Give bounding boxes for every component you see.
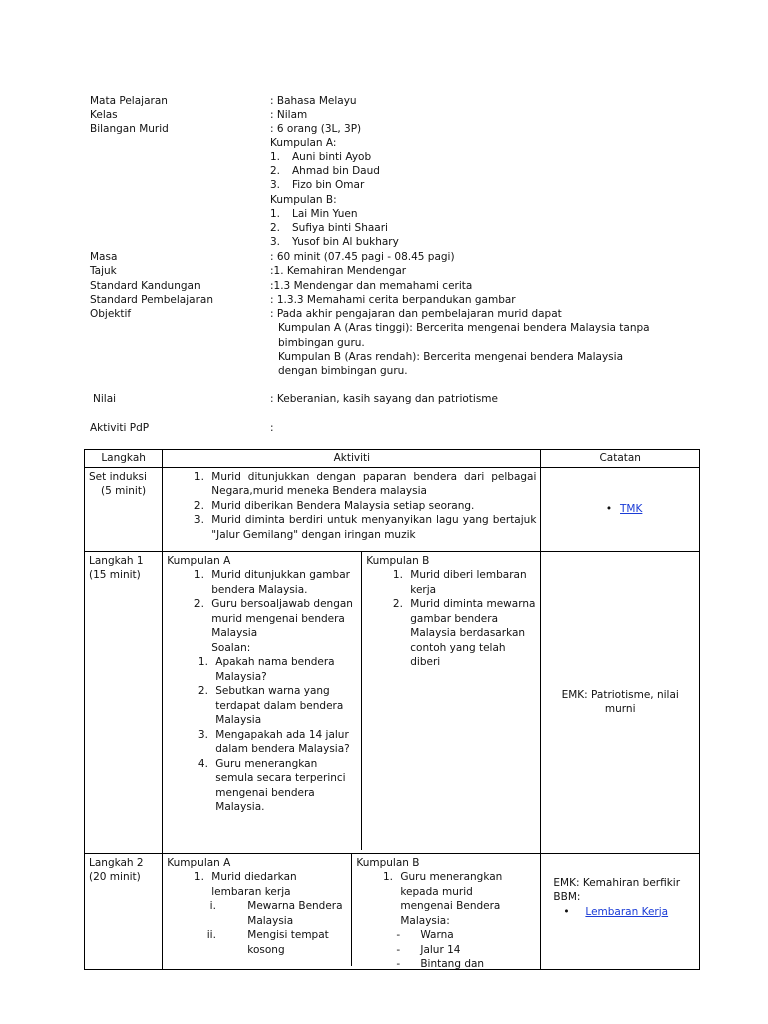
standard-kandungan-label: Standard Kandungan: [90, 280, 201, 292]
dash-item: - Warna: [396, 928, 536, 943]
langkah-cell: [85, 467, 163, 551]
mata-pelajaran-value: : Bahasa Melayu: [270, 95, 357, 107]
bullet-icon: •: [605, 502, 613, 515]
list-item: 3. Murid diminta berdiri untuk menyanyikan lagu yang bertajuk "Jalur Gemilang" dengan iringan muzik: [207, 513, 536, 542]
masa-value: : 60 minit (07.45 pagi - 08.45 pagi): [270, 251, 455, 263]
langkah-duration: (20 minit): [89, 871, 141, 883]
kumpulan-b-member: 3. Yusof bin Al bukhary: [270, 236, 399, 248]
kumpulan-b-list: [356, 870, 516, 928]
soalan-list: [187, 655, 357, 815]
roman-item: i. Mewarna Bendera Malaysia: [219, 899, 359, 928]
objektif-line: Kumpulan B (Aras rendah): Bercerita mengenai bendera Malaysia: [278, 351, 624, 363]
masa-label: Masa: [90, 251, 118, 263]
nilai-value: : Keberanian, kasih sayang dan patriotisme: [270, 393, 498, 405]
bullet-icon: •: [563, 905, 570, 918]
kumpulan-a-label: Kumpulan A:: [270, 137, 337, 149]
kumpulan-b-label: Kumpulan B:: [270, 194, 337, 206]
kelas-value: : Nilam: [270, 109, 308, 121]
catatan-bbm: BBM:: [553, 891, 581, 903]
kumpulan-b-member: 2. Sufiya binti Shaari: [270, 222, 388, 234]
mata-pelajaran-label: Mata Pelajaran: [90, 95, 168, 107]
objektif-label: Objektif: [90, 308, 132, 320]
soalan-item: 3. Mengapakah ada 14 jalur dalam bendera Malaysia?: [211, 728, 357, 757]
standard-kandungan-value: :1.3 Mendengar dan memahami cerita: [270, 280, 473, 292]
activity-list: [167, 470, 536, 543]
kumpulan-a-member: 1. Auni binti Ayob: [270, 151, 372, 163]
catatan-cell: [541, 853, 700, 969]
objektif-value: : Pada akhir pengajaran dan pembelajaran murid dapat: [270, 308, 562, 320]
tajuk-label: Tajuk: [90, 265, 117, 277]
langkah-name: Langkah 2: [89, 856, 144, 869]
catatan-emk: EMK: Kemahiran berfikir: [553, 876, 681, 889]
kumpulan-a-list: [167, 870, 343, 957]
aktiviti-cell: [163, 467, 541, 551]
langkah-name: Set induksi: [89, 470, 147, 483]
nilai-label: Nilai: [93, 393, 117, 405]
soalan-item: 1. Apakah nama bendera Malaysia?: [211, 655, 357, 684]
soalan-item: 4. Guru menerangkan semula secara terperinci mengenai bendera Malaysia.: [211, 757, 357, 815]
list-item: 1. Murid ditunjukkan gambar bendera Malaysia.: [207, 568, 357, 597]
tmk-link[interactable]: TMK: [620, 502, 643, 515]
table-header-row: [85, 450, 700, 468]
langkah-cell: [85, 551, 163, 853]
list-item: 1. Murid diberi lembaran kerja: [406, 568, 536, 597]
objektif-line: Kumpulan A (Aras tinggi): Bercerita mengenai bendera Malaysia tanpa: [278, 322, 650, 334]
dash-item: - Bintang dan: [396, 957, 536, 972]
kumpulan-a-list: [167, 568, 357, 815]
aktiviti-cell: [163, 551, 541, 853]
dash-list: [356, 928, 536, 972]
aktiviti-cell: [163, 853, 541, 969]
lembaran-kerja-link[interactable]: Lembaran Kerja: [585, 905, 669, 918]
kumpulan-b-title: Kumpulan B: [366, 554, 430, 567]
kumpulan-b-title: Kumpulan B: [356, 856, 420, 869]
bilangan-murid-value: : 6 orang (3L, 3P): [270, 123, 362, 135]
header-aktiviti: Aktiviti: [163, 450, 541, 468]
kumpulan-a-member: 2. Ahmad bin Daud: [270, 165, 380, 177]
kumpulan-a-title: Kumpulan A: [167, 554, 231, 567]
list-item: 1. Murid ditunjukkan dengan paparan bendera dari pelbagai Negara,murid meneka Bendera malaysia: [207, 470, 536, 499]
kumpulan-b-member: 1. Lai Min Yuen: [270, 208, 358, 220]
standard-pembelajaran-label: Standard Pembelajaran: [90, 294, 213, 306]
aktiviti-pdp-label: Aktiviti PdP: [90, 422, 150, 434]
soalan-item: 2. Sebutkan warna yang terdapat dalam bendera Malaysia: [211, 684, 357, 728]
catatan-cell: [541, 551, 700, 853]
standard-pembelajaran-value: : 1.3.3 Memahami cerita berpandukan gambar: [270, 294, 516, 306]
kumpulan-a-title: Kumpulan A: [167, 856, 231, 869]
kumpulan-a-column: [163, 552, 362, 850]
roman-item: ii. Mengisi tempat kosong: [219, 928, 359, 957]
list-item: 2. Murid diberikan Bendera Malaysia setiap seorang.: [207, 499, 536, 514]
objektif-line: dengan bimbingan guru.: [278, 365, 408, 377]
header-langkah: Langkah: [85, 450, 163, 468]
list-item: 2. Guru bersoaljawab dengan murid mengenai bendera Malaysia Soalan: 1. Apakah nama bendera Malaysia? 2. Sebutkan warna yang terdapat dalam bendera Malaysia 3. Mengapakah ada 14 jalur dalam bendera Malaysia? 4. Guru menerangkan semula secara terperinci mengenai bendera Malaysia.: [207, 597, 357, 815]
aktiviti-pdp-value: :: [270, 422, 274, 434]
tajuk-value: :1. Kemahiran Mendengar: [270, 265, 407, 277]
langkah-duration: (5 minit): [101, 485, 147, 497]
roman-list: [171, 899, 359, 957]
table-row-langkah-2: [85, 853, 700, 969]
kumpulan-b-column: [352, 854, 540, 970]
objektif-line: bimbingan guru.: [278, 337, 365, 349]
header-catatan: Catatan: [541, 450, 700, 468]
kelas-label: Kelas: [90, 109, 118, 121]
dash-item: - Jalur 14: [396, 943, 536, 958]
kumpulan-a-member: 3. Fizo bin Omar: [270, 179, 365, 191]
list-item: 1. Murid diedarkan lembaran kerja i. Mewarna Bendera Malaysia ii. Mengisi tempat kosong: [207, 870, 327, 957]
catatan-emk: EMK: Patriotisme, nilai murni: [561, 688, 679, 715]
bilangan-murid-label: Bilangan Murid: [90, 123, 169, 135]
catatan-cell: [541, 467, 700, 551]
langkah-cell: [85, 853, 163, 969]
lesson-activity-table: [84, 449, 700, 970]
kumpulan-a-column: [163, 854, 352, 966]
kumpulan-b-column: [362, 552, 540, 850]
list-item: 2. Murid diminta mewarna gambar bendera Malaysia berdasarkan contoh yang telah diberi: [406, 597, 536, 670]
table-row-langkah-1: [85, 551, 700, 853]
langkah-name: Langkah 1: [89, 554, 144, 567]
table-row-set-induksi: [85, 467, 700, 551]
soalan-label: Soalan:: [211, 641, 251, 654]
list-item: 1. Guru menerangkan kepada murid mengenai Bendera Malaysia:: [396, 870, 516, 928]
kumpulan-b-list: [366, 568, 536, 670]
langkah-duration: (15 minit): [89, 569, 141, 581]
